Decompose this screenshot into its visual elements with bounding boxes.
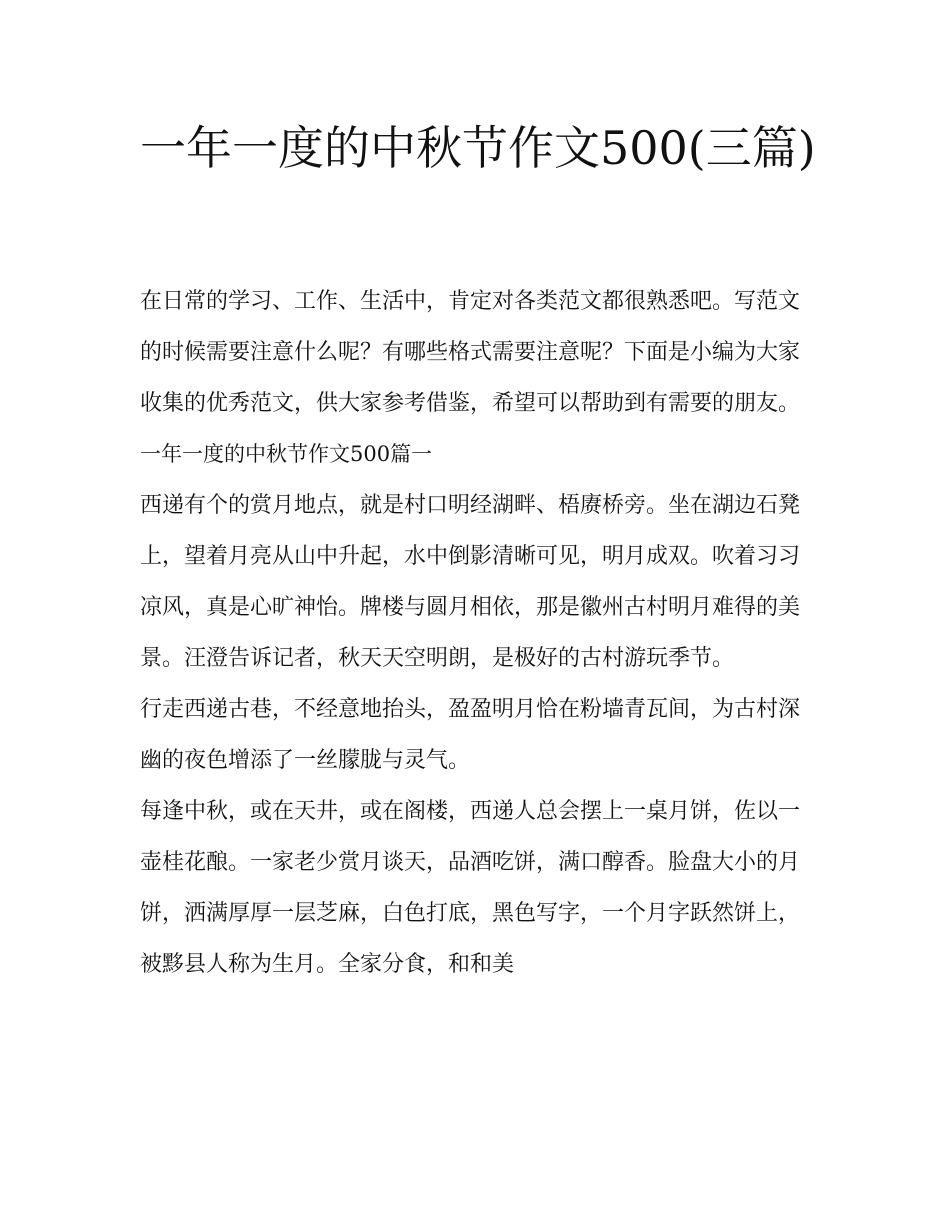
section-heading: 一年一度的中秋节作文500篇一	[140, 442, 433, 466]
body-paragraph: 西递有个的赏月地点，就是村口明经湖畔、梧赓桥旁。坐在湖边石凳上，望着月亮从山中升起，水中倒影清晰可见，明月成双。吹着习习凉风，真是心旷神怡。牌楼与圆月相依，那是徽州古村明月难得的美景。汪澄告诉记者，秋天天空明朗，是极好的古村游玩季节。	[140, 493, 801, 671]
body-paragraph: 每逢中秋，或在天井，或在阁楼，西递人总会摆上一桌月饼，佐以一壶桂花酿。一家老少赏月谈天，品酒吃饼，满口醇香。脸盘大小的月饼，洒满厚厚一层芝麻，白色打底，黑色写字，一个月字跃然饼上，被黟县人称为生月。全家分食，和和美	[140, 799, 801, 977]
intro-paragraph: 在日常的学习、工作、生活中，肯定对各类范文都很熟悉吧。写范文的时候需要注意什么呢？有哪些格式需要注意呢？下面是小编为大家收集的优秀范文，供大家参考借鉴，希望可以帮助到有需要的朋友。	[140, 289, 801, 416]
body-paragraph: 行走西递古巷，不经意地抬头，盈盈明月恰在粉墙青瓦间，为古村深幽的夜色增添了一丝朦胧与灵气。	[140, 697, 801, 773]
document-title: 一年一度的中秋节作文500(三篇)	[140, 121, 816, 175]
document-body	[140, 276, 820, 990]
